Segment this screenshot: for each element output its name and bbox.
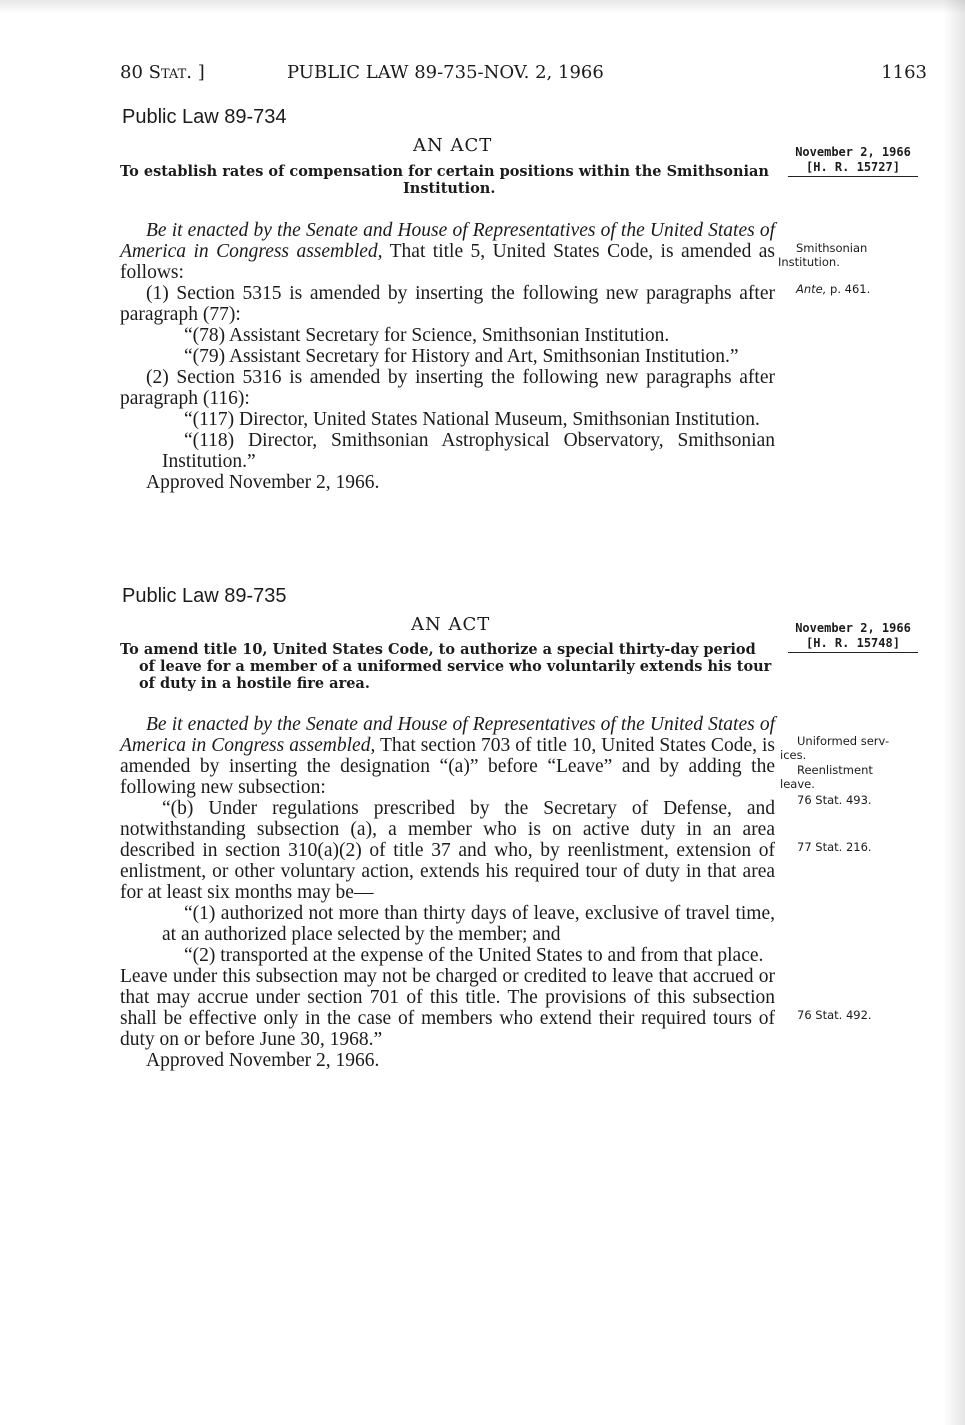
page-number: 1163 bbox=[881, 62, 927, 83]
law2-subsection-b: “(b) Under regulations prescribed by the Secretary of Defense, and notwithstanding subsection (a), a member who is on active duty in an area described in section 310(a)(2) of title 37 and who, by reenlistment, extension of enlistment, or other voluntary action, extends his required tour of duty in that area for at least six months may be— bbox=[120, 798, 775, 903]
law2-note-76stat493: 76 Stat. 493. bbox=[797, 793, 872, 807]
law1-purpose-line1: To establish rates of compensation for certain positions within the Smithsonian bbox=[120, 163, 769, 180]
law2-note-uniformed bbox=[780, 734, 890, 762]
law1-approved: Approved November 2, 1966. bbox=[146, 472, 380, 493]
running-title: PUBLIC LAW 89-735-NOV. 2, 1966 bbox=[287, 62, 604, 83]
law2-clause-1: “(1) authorized not more than thirty days of leave, exclusive of travel time, at an authorized place selected by the member; and bbox=[162, 903, 775, 945]
law1-note-line2: Institution. bbox=[778, 255, 840, 269]
law2-purpose-line2: of leave for a member of a uniformed service who voluntarily extends his tour bbox=[139, 658, 772, 675]
law1-heading: Public Law 89-734 bbox=[122, 106, 287, 128]
law1-enacting-italic: Be it enacted by the Senate and House of Representatives of the United States of America in Congress assembled, bbox=[120, 220, 775, 262]
scan-top-shadow bbox=[0, 0, 965, 14]
law2-an-act: AN ACT bbox=[411, 614, 491, 635]
law2-note-77stat216: 77 Stat. 216. bbox=[797, 840, 872, 854]
scan-edge-shadow bbox=[943, 0, 965, 1425]
law1-note-ante bbox=[796, 282, 870, 296]
law2-date: November 2, 1966 bbox=[795, 621, 911, 635]
law1-quote-117: “(117) Director, United States National Museum, Smithsonian Institution. bbox=[184, 409, 760, 430]
law1-purpose bbox=[120, 163, 775, 197]
law1-enacting-rest: That title 5, United States Code, is amended as follows: bbox=[120, 241, 776, 283]
law1-paragraph-2: (2) Section 5316 is amended by inserting the following new paragraphs after paragraph (116): bbox=[120, 367, 775, 409]
law1-note-smithsonian bbox=[778, 241, 868, 269]
law1-body bbox=[120, 220, 775, 493]
law2-approved: Approved November 2, 1966. bbox=[146, 1050, 380, 1071]
law1-bill-number: [H. R. 15727] bbox=[788, 160, 918, 177]
law2-enacting-rest: That section 703 of title 10, United States Code, is amended by inserting the designation “(a)” before “Leave” and by adding the following new subsection: bbox=[120, 735, 775, 798]
law2-enacting-clause bbox=[120, 714, 775, 798]
law1-note-ante-word: Ante, bbox=[796, 282, 827, 296]
law1-margin-date bbox=[788, 145, 918, 177]
law2-note-uniformed-line1: Uniformed serv- bbox=[797, 734, 890, 748]
law1-note-ante-page: p. 461. bbox=[826, 282, 871, 296]
law1-quote-78: “(78) Assistant Secretary for Science, Smithsonian Institution. bbox=[184, 325, 670, 346]
law2-purpose bbox=[120, 641, 775, 692]
law2-note-reenlistment-line1: Reenlistment bbox=[797, 763, 873, 777]
law2-tail: Leave under this subsection may not be charged or credited to leave that accrued or that may accrue under section 701 of this title. The provisions of this subsection shall be effective only in the case of members who extend their required tours of duty on or before June 30, 1968.” bbox=[120, 966, 775, 1050]
law2-margin-date bbox=[788, 621, 918, 653]
law1-enacting-clause bbox=[120, 220, 775, 283]
law2-note-76stat492: 76 Stat. 492. bbox=[797, 1008, 872, 1022]
law2-heading: Public Law 89-735 bbox=[122, 585, 287, 607]
law1-quote-118: “(118) Director, Smithsonian Astrophysical Observatory, Smithsonian Institution.” bbox=[162, 430, 775, 472]
law2-purpose-line3: of duty in a hostile fire area. bbox=[139, 675, 370, 692]
law1-quote-79 bbox=[120, 346, 775, 367]
law1-purpose-line2: Institution. bbox=[403, 180, 496, 197]
law2-purpose-line1: To amend title 10, United States Code, to authorize a special thirty-day period bbox=[120, 641, 756, 658]
law1-quote-79-text: “(79) Assistant Secretary for History and Art, Smithsonian Institution.” bbox=[184, 346, 739, 367]
law2-bill-number: [H. R. 15748] bbox=[788, 636, 918, 653]
law2-note-reenlistment bbox=[780, 763, 873, 791]
law1-paragraph-1: (1) Section 5315 is amended by inserting the following new paragraphs after paragraph (77): bbox=[120, 283, 775, 325]
law2-note-uniformed-line2: ices. bbox=[780, 748, 807, 762]
law1-an-act: AN ACT bbox=[413, 135, 493, 156]
law2-body bbox=[120, 714, 775, 1071]
law1-date: November 2, 1966 bbox=[795, 145, 911, 159]
law1-note-line1: Smithsonian bbox=[796, 241, 868, 255]
bleed-through bbox=[600, 95, 940, 115]
stat-reference: 80 Stat. ] bbox=[120, 62, 205, 83]
law2-enacting-italic: Be it enacted by the Senate and House of Representatives of the United States of America in Congress assembled, bbox=[120, 714, 775, 756]
law2-note-reenlistment-line2: leave. bbox=[780, 777, 815, 791]
law2-clause-2: “(2) transported at the expense of the United States to and from that place. bbox=[184, 945, 764, 966]
